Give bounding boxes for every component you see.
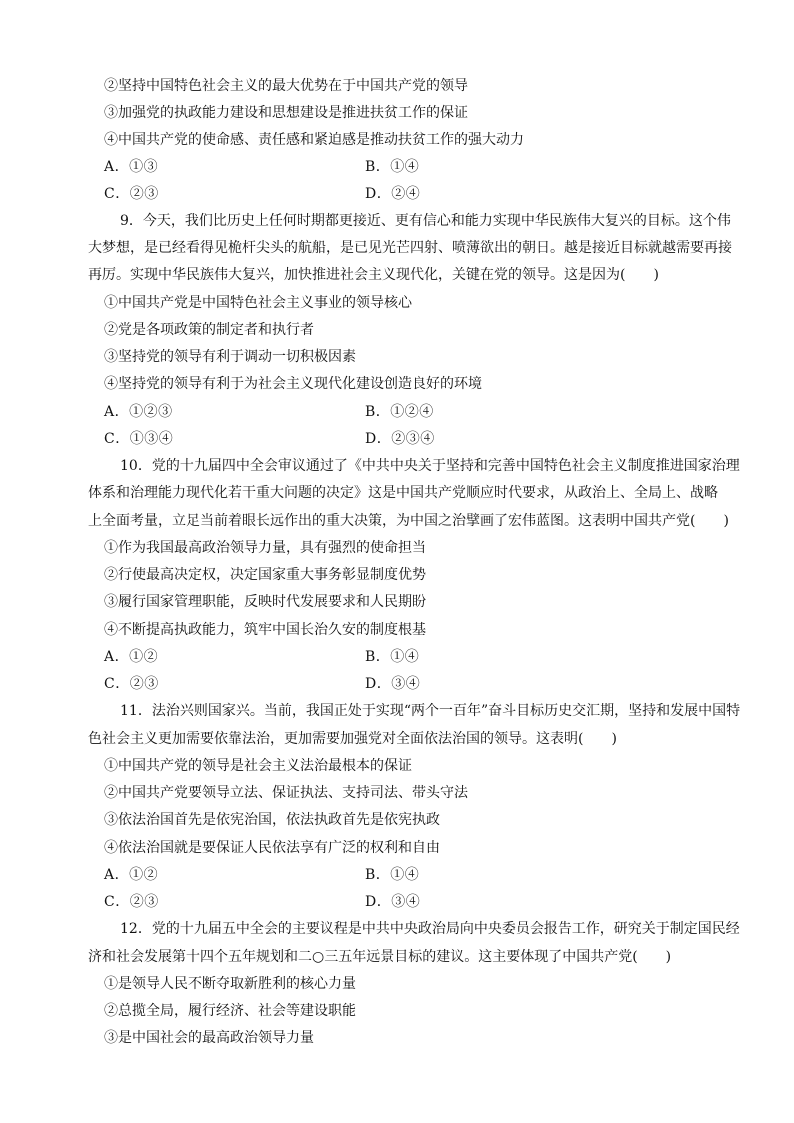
- q11-statement-1: ①中国共产党的领导是社会主义法治最根本的保证: [104, 758, 412, 774]
- q12-stem-line-1: 12．党的十九届五中全会的主要议程是中共中央政治局向中央委员会报告工作，研究关于制定国民经: [120, 921, 740, 937]
- q11-stem-line-1: 11．法治兴则国家兴。当前，我国正处于实现“两个一百年”奋斗目标历史交汇期，坚持和发展中国特: [120, 703, 741, 719]
- q11-option-b: B．①④: [365, 867, 420, 883]
- q10-statement-3: ③履行国家管理职能，反映时代发展要求和人民期盼: [104, 594, 426, 610]
- q10-stem-line-2: 体系和治理能力现代化若干重大问题的决定》这是中国共产党顺应时代要求，从政治上、全局上、战略: [88, 485, 718, 501]
- q11-statement-2: ②中国共产党要领导立法、保证执法、支持司法、带头守法: [104, 785, 468, 801]
- q9-statement-4: ④坚持党的领导有利于为社会主义现代化建设创造良好的环境: [104, 376, 482, 392]
- q10-option-a: A．①②: [104, 649, 159, 665]
- q8-option-b: B．①④: [365, 159, 420, 175]
- q12-stem-line-2: 济和社会发展第十四个五年规划和二○三五年远景目标的建议。这主要体现了中国共产党( ): [88, 949, 672, 965]
- q9-option-d: D．②③④: [365, 431, 435, 447]
- q10-statement-4: ④不断提高执政能力，筑牢中国长治久安的制度根基: [104, 622, 426, 638]
- q8-statement-4: ④中国共产党的使命感、责任感和紧迫感是推动扶贫工作的强大动力: [104, 132, 524, 148]
- q9-option-c: C．①③④: [104, 431, 174, 447]
- q9-stem-line-2: 大梦想，是已经看得见桅杆尖头的航船，是已见光芒四射、喷薄欲出的朝日。越是接近目标就越需要再接: [88, 240, 732, 256]
- q9-stem-line-3: 再厉。实现中华民族伟大复兴，加快推进社会主义现代化，关键在党的领导。这是因为( ): [88, 267, 659, 283]
- q11-statement-3: ③依法治国首先是依宪治国，依法执政首先是依宪执政: [104, 812, 440, 828]
- q10-stem-line-1: 10．党的十九届四中全会审议通过了《中共中央关于坚持和完善中国特色社会主义制度推进国家治理: [120, 458, 740, 474]
- q9-option-a: A．①②③: [104, 404, 173, 420]
- q10-option-b: B．①④: [365, 649, 420, 665]
- q11-option-c: C．②③: [104, 894, 159, 910]
- q9-stem-line-1: 9．今天，我们比历史上任何时期都更接近、更有信心和能力实现中华民族伟大复兴的目标。这个伟: [120, 213, 731, 229]
- q10-statement-2: ②行使最高决定权，决定国家重大事务彰显制度优势: [104, 567, 426, 583]
- q9-statement-2: ②党是各项政策的制定者和执行者: [104, 322, 314, 338]
- q8-statement-3: ③加强党的执政能力建设和思想建设是推进扶贫工作的保证: [104, 105, 468, 121]
- q8-option-d: D．②④: [365, 186, 421, 202]
- q11-stem-line-2: 色社会主义更加需要依靠法治，更加需要加强党对全面依法治国的领导。这表明( ): [88, 731, 617, 747]
- q10-option-d: D．③④: [365, 676, 421, 692]
- q11-statement-4: ④依法治国就是要保证人民依法享有广泛的权利和自由: [104, 840, 440, 856]
- q10-option-c: C．②③: [104, 676, 159, 692]
- q9-statement-3: ③坚持党的领导有利于调动一切积极因素: [104, 349, 356, 365]
- q12-statement-2: ②总揽全局，履行经济、社会等建设职能: [104, 1003, 356, 1019]
- q9-option-b: B．①②④: [365, 404, 434, 420]
- q8-statement-2: ②坚持中国特色社会主义的最大优势在于中国共产党的领导: [104, 78, 468, 94]
- q12-statement-1: ①是领导人民不断夺取新胜利的核心力量: [104, 976, 356, 992]
- q10-statement-1: ①作为我国最高政治领导力量，具有强烈的使命担当: [104, 540, 426, 556]
- q11-option-a: A．①②: [104, 867, 159, 883]
- q11-option-d: D．③④: [365, 894, 421, 910]
- q12-statement-3: ③是中国社会的最高政治领导力量: [104, 1030, 314, 1046]
- q10-stem-line-3: 上全面考量，立足当前着眼长远作出的重大决策，为中国之治擘画了宏伟蓝图。这表明中国共产党( ): [88, 513, 729, 529]
- q8-option-c: C．②③: [104, 186, 159, 202]
- q8-option-a: A．①③: [104, 159, 159, 175]
- q9-statement-1: ①中国共产党是中国特色社会主义事业的领导核心: [104, 295, 412, 311]
